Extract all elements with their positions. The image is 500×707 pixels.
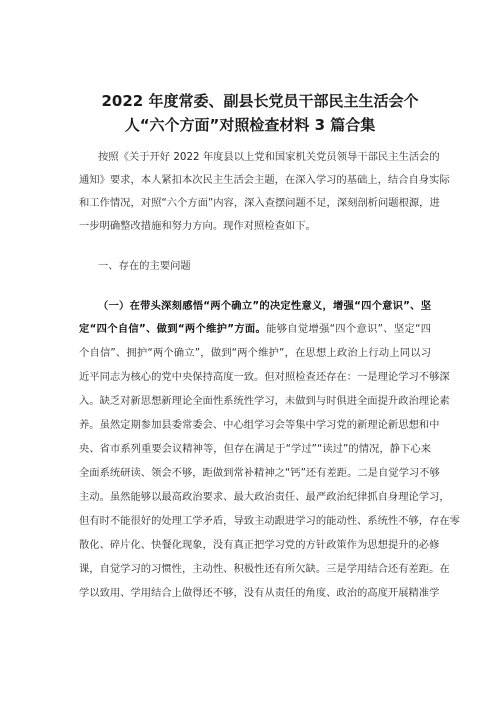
body-line: 课，自觉学习的习惯性，主动性、积极性还有所欠缺。三是学用结合还有差距。在: [79, 563, 450, 575]
intro-line-4: 一步明确整改措施和努力方向。现作对照检查如下。: [79, 220, 316, 232]
item1-bold-part-a: （一）在带头深刻感悟“两个确立”的决定性意义，增强“四个意识”、坚: [98, 300, 431, 312]
item1-bold-part-b: 定“四个自信”、做到“两个维护”方面。: [79, 323, 267, 335]
intro-line-2: 通知》要求，本人紧扣本次民主生活会主题，在深入学习的基础上，结合自身实际: [79, 174, 450, 186]
body-line: 央、省市系列重要会议精神等，但存在满足于“学过”“读过”的情况，静下心来: [79, 443, 431, 455]
body-line: 养。虽然定期参加县委常委会、中心组学习会等集中学习党的新理论新思想和中: [79, 419, 440, 431]
section-heading: 一、存在的主要问题: [98, 260, 191, 272]
body-line: 散化、碎片化、快餐化现象，没有真正把学习党的方针政策作为思想提升的必修: [79, 539, 440, 551]
item1-heading-line-1: [98, 299, 431, 313]
body-line: 但有时不能很好的处理工学矛盾，导致主动跟进学习的能动性、系统性不够，存在零: [79, 515, 460, 527]
document-title-line-2: 人“六个方面”对照检查材料 3 篇合集: [124, 116, 376, 134]
body-line: 主动。虽然能够以最高政治要求、最大政治责任、最严政治纪律抓自身理论学习，: [79, 491, 450, 503]
body-line: 入。缺乏对新思想新理论全面性系统性学习，未做到与时俱进全面提升政治理论素: [79, 395, 450, 407]
intro-line-1: 按照《关于开好 2022 年度县以上党和国家机关党员领导干部民主生活会的: [98, 151, 440, 163]
body-line: 学以致用、学用结合上做得还不够，没有从责任的角度、政治的高度开展精准学: [79, 587, 440, 599]
body-line: 近平同志为核心的党中央保持高度一致。但对照检查还存在：一是理论学习不够深: [79, 371, 450, 383]
document-title-line-1: 2022 年度常委、副县长党员干部民主生活会个: [101, 92, 419, 110]
body-line: 全面系统研读、领会不够，距做到常补精神之“钙”还有差距。二是自觉学习不够: [79, 467, 440, 479]
intro-line-3: 和工作情况，对照“六个方面”内容，深入查摆问题不足，深刻剖析问题根源，进: [79, 197, 440, 209]
item1-line2-rest: 能够自觉增强“四个意识”、坚定“四: [266, 323, 431, 335]
item1-heading-line-2: [79, 322, 431, 336]
body-line: 个自信”、拥护“两个确立”，做到“两个维护”，在思想上政治上行动上同以习: [79, 347, 431, 359]
